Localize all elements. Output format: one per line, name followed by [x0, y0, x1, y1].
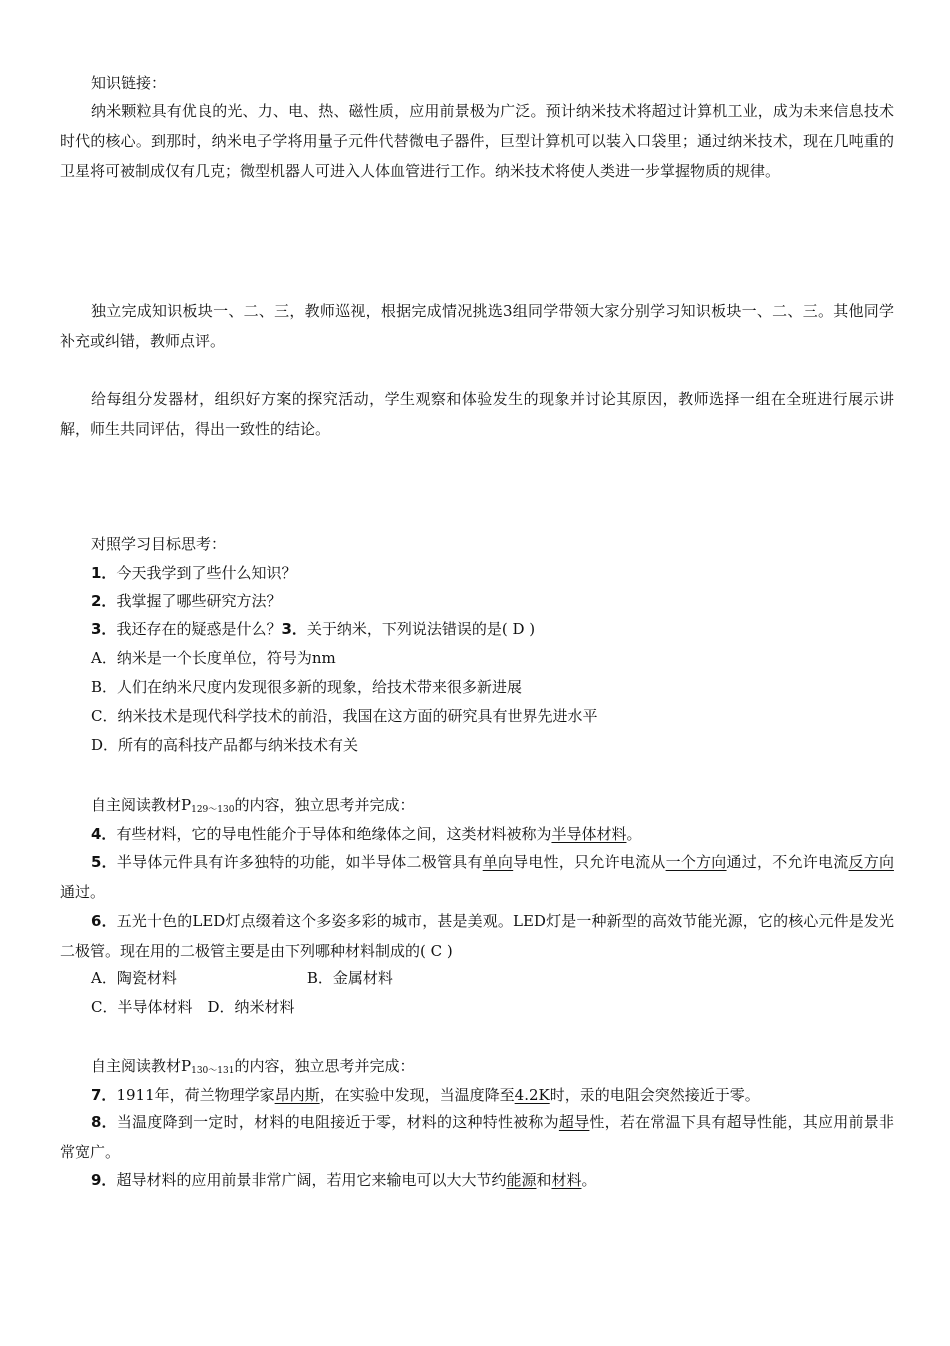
question-8: 8．当温度降到一定时，材料的电阻接近于零，材料的这种特性被称为超导性，若在常温下具有超导性能，其应用前景非常宽广。 — [60, 1113, 894, 1161]
reflect-question-1 — [91, 559, 891, 587]
question-5: 5．半导体元件具有许多独特的功能，如半导体二极管具有单向导电性，只允许电流从一个方向通过，不允许电流反方向通过。 — [60, 853, 894, 901]
activity-paragraph-2: 给每组分发器材，组织好方案的探究活动，学生观察和体验发生的现象并讨论其原因，教师选择一组在全班进行展示讲解，师生共同评估，得出一致性的结论。 — [60, 390, 894, 438]
answer-temperature: 4.2K — [514, 1086, 550, 1104]
q2-text: 我掌握了哪些研究方法？ — [116, 592, 282, 610]
question-6: 6．五光十色的LED灯点缀着这个多姿多彩的城市，甚是美观。LED灯是一种新型的高效节能光源，它的核心元件是发光二极管。现在用的二极管主要是由下列哪种材料制成的( C ) — [60, 912, 895, 960]
knowledge-body: 纳米颗粒具有优良的光、力、电、热、磁性质，应用前景极为广泛。预计纳米技术将超过计算机工业，成为未来信息技术时代的核心。到那时，纳米电子学将用量子元件代替微电子器件，巨型计算机可以装入口袋里；通过纳米技术，现在几吨重的卫星将可被制成仅有几克；微型机器人可进入人体血管进行工作。纳米技术将使人类进一步掌握物质的规律。 — [60, 102, 894, 180]
q6-options-cd: C．半导体材料 D．纳米材料 — [91, 998, 295, 1016]
q3b-number: 3． — [281, 620, 307, 638]
read-instruction-1: 自主阅读教材$P_{129\sim 130}$的内容，独立思考并完成： — [91, 796, 415, 815]
answer-materials: 材料 — [551, 1171, 582, 1189]
q2-number: 2． — [91, 592, 117, 610]
reflect-heading: 对照学习目标思考： — [91, 535, 227, 553]
q6-option-a: A．陶瓷材料 — [91, 969, 177, 987]
answer-energy: 能源 — [506, 1171, 537, 1189]
q3-text: 我还存在的疑惑是什么？ — [116, 620, 282, 638]
answer-onnes: 昂内斯 — [274, 1086, 320, 1104]
question-9: 9．超导材料的应用前景非常广阔，若用它来输电可以大大节约能源和材料。 — [91, 1171, 597, 1189]
option-c: C．纳米技术是现代科学技术的前沿，我国在这方面的研究具有世界先进水平 — [91, 707, 598, 725]
option-d: D．所有的高科技产品都与纳米技术有关 — [91, 736, 359, 754]
answer-superconductivity: 超导 — [558, 1113, 590, 1131]
answer-reverse-direction: 反方向 — [848, 853, 894, 871]
q3b-text: 关于纳米，下列说法错误的是( D ) — [306, 620, 536, 638]
reflect-question-2 — [91, 587, 891, 615]
answer-one-direction: 一个方向 — [665, 853, 727, 871]
activity-paragraph-1: 独立完成知识板块一、二、三，教师巡视，根据完成情况挑选3组同学带领大家分别学习知识板块一、二、三。其他同学补充或纠错，教师点评。 — [60, 302, 894, 350]
question-7: 7．1911年，荷兰物理学家昂内斯，在实验中发现，当温度降至4.2K时，汞的电阻会突然接近于零。 — [91, 1086, 760, 1104]
knowledge-heading: 知识链接： — [91, 74, 167, 92]
q3-number: 3． — [91, 620, 117, 638]
reflect-question-3 — [91, 615, 891, 643]
read-instruction-2: 自主阅读教材$P_{130\sim 131}$的内容，独立思考并完成： — [91, 1057, 415, 1076]
q6-options-ab — [91, 964, 891, 992]
question-4: 4．有些材料，它的导电性能介于导体和绝缘体之间，这类材料被称为半导体材料。 — [91, 825, 642, 843]
q1-text: 今天我学到了些什么知识？ — [116, 564, 297, 582]
option-a: A．纳米是一个长度单位，符号为nm — [91, 649, 336, 667]
option-b: B．人们在纳米尺度内发现很多新的现象，给技术带来很多新进展 — [91, 678, 523, 696]
q1-number: 1． — [91, 564, 117, 582]
q6-option-b: B．金属材料 — [306, 969, 393, 987]
answer-semiconductor-material: 半导体材料 — [551, 825, 627, 843]
answer-one-way: 单向 — [482, 853, 514, 871]
